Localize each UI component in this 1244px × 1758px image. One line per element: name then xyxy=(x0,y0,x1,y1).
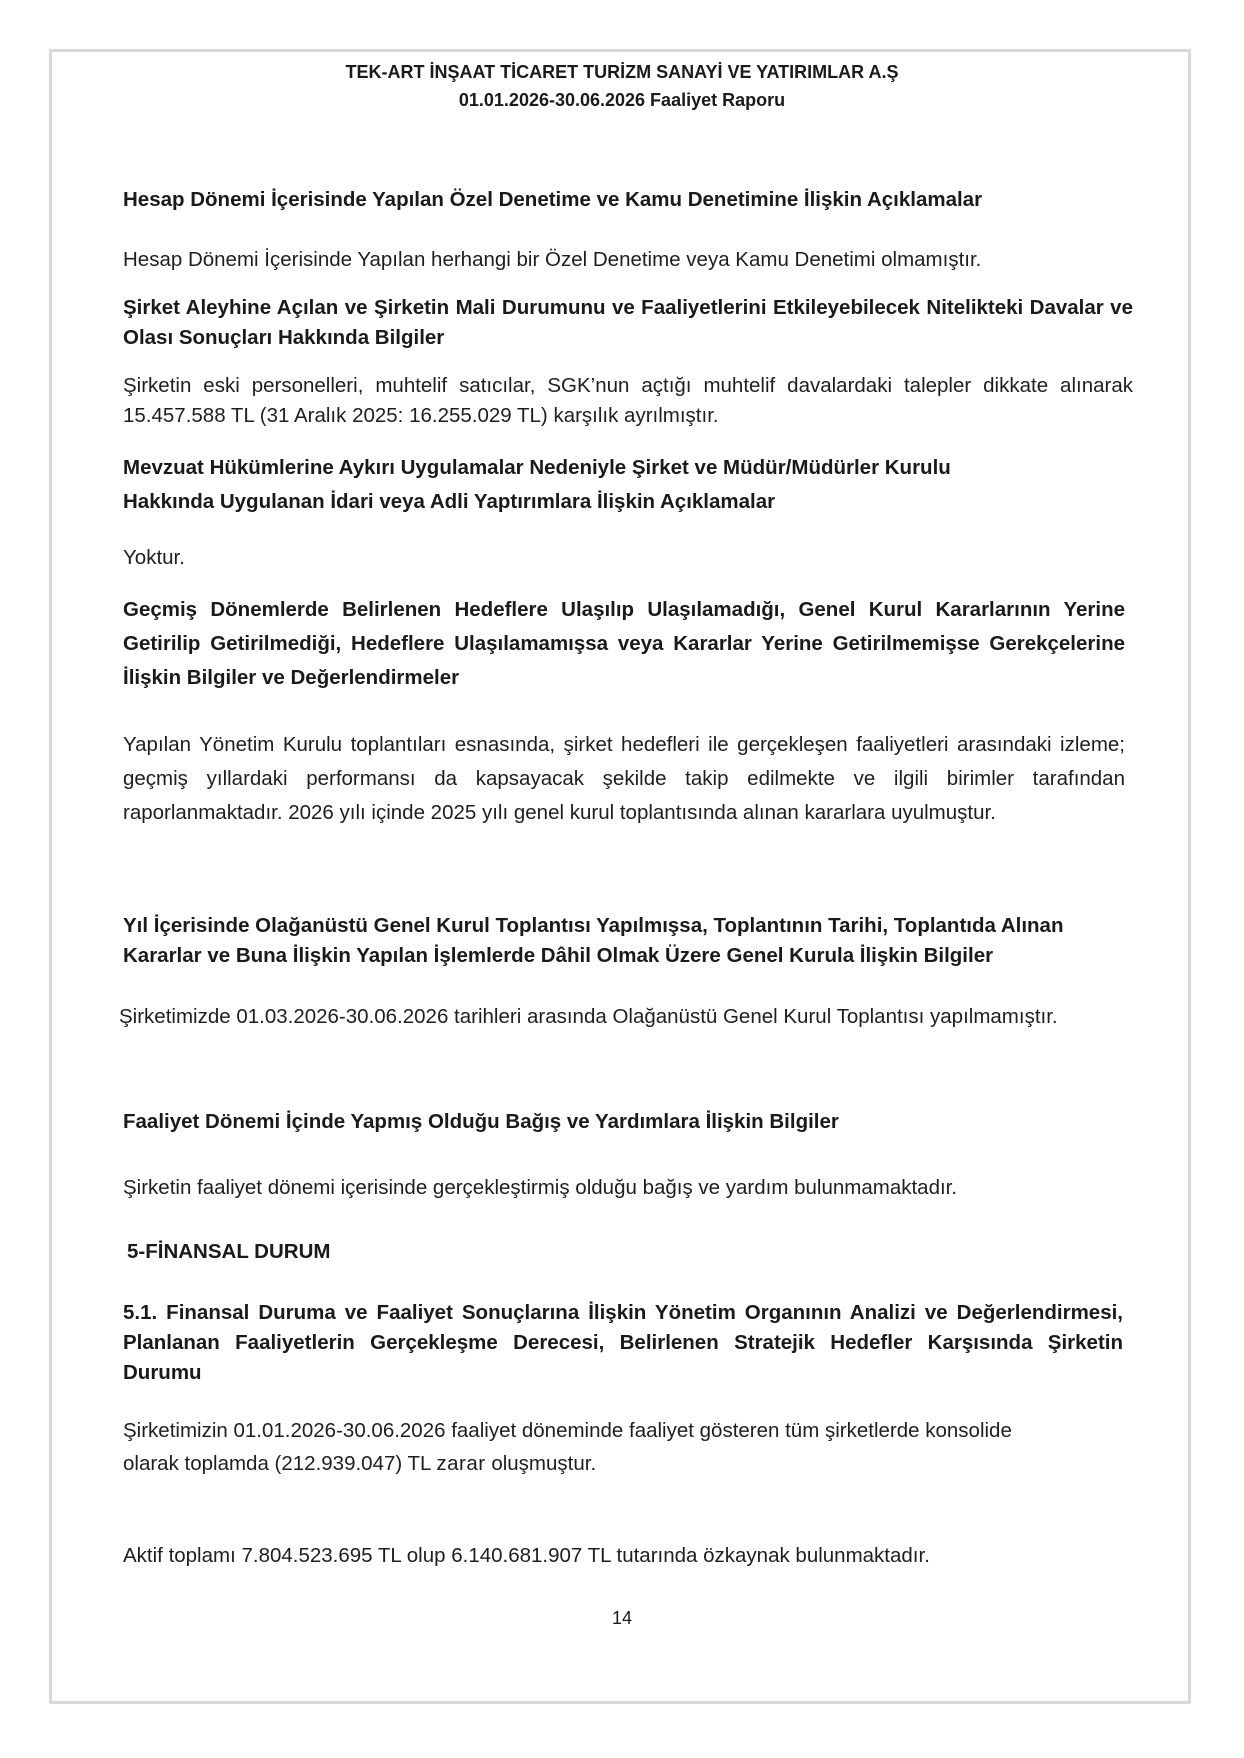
section-heading-sanctions-line2: Hakkında Uygulanan İdari veya Adli Yaptırımlara İlişkin Açıklamalar xyxy=(123,490,776,513)
report-period: 01.01.2026-30.06.2026 Faaliyet Raporu xyxy=(458,90,786,110)
page-number: 14 xyxy=(611,1608,633,1628)
section-body-extraordinary-meeting: Şirketimizde 01.03.2026-30.06.2026 tarihleri arasında Olağanüstü Genel Kurul Toplantısı yapılmamıştır. xyxy=(119,1005,1058,1028)
section-heading-sanctions xyxy=(123,453,1133,517)
section-heading-lawsuits: Şirket Aleyhine Açılan ve Şirketin Mali Durumunu ve Faaliyetlerini Etkileyebilecek Nitelikteki Davalar ve Olası Sonuçları Hakkında Bilgiler xyxy=(123,296,1133,349)
section-body-past-goals: Yapılan Yönetim Kurulu toplantıları esnasında, şirket hedefleri ile gerçekleşen faaliyetleri arasındaki izleme; geçmiş yıllardaki performansı da kapsayacak şekilde takip edilmekte ve ilgili birimler tarafından raporlanmaktadır. 2026 yılı içinde 2025 yılı genel kurul toplantısında alınan kararlara uyulmuştur. xyxy=(123,733,1125,824)
financial-body-line1: Şirketimizin 01.01.2026-30.06.2026 faaliyet döneminde faaliyet gösteren tüm şirketlerde konsolide xyxy=(123,1419,1012,1442)
section-body-lawsuits: Şirketin eski personelleri, muhtelif satıcılar, SGK’nun açtığı muhtelif davalardaki talepler dikkate alınarak 15.457.588 TL (31 Aralık 2025: 16.255.029 TL) karşılık ayrılmıştır. xyxy=(123,374,1133,427)
section-heading-sanctions-line1: Mevzuat Hükümlerine Aykırı Uygulamalar Nedeniyle Şirket ve Müdür/Müdürler Kurulu xyxy=(123,456,951,479)
financial-body-line2-end: oluşmuştur. xyxy=(491,1452,597,1475)
section-body-donations: Şirketin faaliyet dönemi içerisinde gerçekleştirmiş olduğu bağış ve yardım bulunmamaktadır. xyxy=(123,1176,958,1199)
section-heading-extraordinary-meeting: Yıl İçerisinde Olağanüstü Genel Kurul Toplantısı Yapılmışsa, Toplantının Tarihi, Toplantıda Alınan Kararlar ve Buna İlişkin Yapılan İşlemlerde Dâhil Olmak Üzere Genel Kurula İlişkin Bilgiler xyxy=(123,914,1064,967)
financial-body-line2-start: olarak toplamda (212.939.047) TL xyxy=(123,1452,431,1475)
section-heading-special-audit: Hesap Dönemi İçerisinde Yapılan Özel Denetime ve Kamu Denetimine İlişkin Açıklamalar xyxy=(123,188,983,211)
section-heading-past-goals: Geçmiş Dönemlerde Belirlenen Hedeflere Ulaşılıp Ulaşılamadığı, Genel Kurul Kararlarının Yerine Getirilip Getirilmediği, Hedeflere Ulaşılamamışsa veya Kararlar Yerine Getirilmemişse Gerekçelerine İlişkin Bilgiler ve Değerlendirmeler xyxy=(123,598,1125,689)
section-heading-donations: Faaliyet Dönemi İçinde Yapmış Olduğu Bağış ve Yardımlara İlişkin Bilgiler xyxy=(123,1110,839,1133)
section-body-special-audit: Hesap Dönemi İçerisinde Yapılan herhangi bir Özel Denetime veya Kamu Denetimi olmamıştır. xyxy=(123,248,982,271)
section-body-sanctions: Yoktur. xyxy=(123,546,185,569)
financial-section-title: 5-FİNANSAL DURUM xyxy=(127,1240,331,1263)
financial-body-assets: Aktif toplamı 7.804.523.695 TL olup 6.140.681.907 TL tutarında özkaynak bulunmaktadır. xyxy=(123,1544,930,1567)
company-name: TEK-ART İNŞAAT TİCARET TURİZM SANAYİ VE YATIRIMLAR A.Ş xyxy=(345,62,899,82)
report-header xyxy=(0,58,1244,114)
financial-body-consolidated xyxy=(123,1416,1133,1479)
financial-subsection-heading: 5.1. Finansal Duruma ve Faaliyet Sonuçlarına İlişkin Yönetim Organının Analizi ve Değerlendirmesi, Planlanan Faaliyetlerin Gerçekleşme Derecesi, Belirlenen Stratejik Hedefler Karşısında Şirketin Durumu xyxy=(123,1301,1123,1384)
financial-body-line2 xyxy=(123,1449,1133,1479)
financial-body-line2-loss: zarar xyxy=(436,1452,486,1475)
